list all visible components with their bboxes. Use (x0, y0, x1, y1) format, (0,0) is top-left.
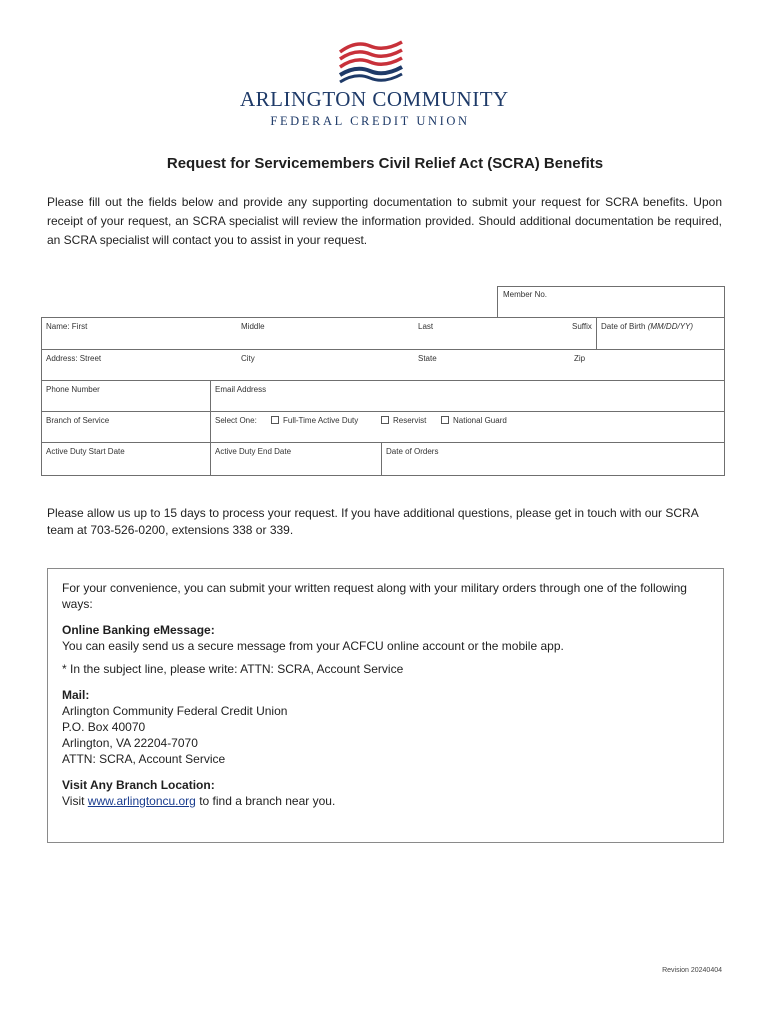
street-label: Address: Street (46, 354, 102, 363)
page-title: Request for Servicemembers Civil Relief Act (SCRA) Benefits (166, 155, 604, 172)
branch-field (41, 411, 211, 443)
mail-line: Arlington Community Federal Credit Union (62, 704, 288, 718)
active-duty-start-label: Active Duty Start Date (46, 447, 125, 456)
national-guard-option[interactable]: National Guard (441, 416, 507, 426)
date-of-birth-label: Date of Birth (MM/DD/YY) (601, 322, 694, 331)
credit-union-logo (240, 38, 509, 133)
address-field[interactable] (41, 349, 725, 381)
active-duty-end-label: Active Duty End Date (215, 447, 292, 456)
online-banking-text: You can easily send us a secure message from your ACFCU online account or the mobile app. (62, 639, 564, 653)
state-label: State (418, 354, 437, 363)
mail-line: Arlington, VA 22204-7070 (62, 736, 198, 750)
email-field[interactable] (210, 380, 725, 412)
date-of-birth-field[interactable] (596, 317, 725, 350)
date-of-orders-label: Date of Orders (386, 447, 439, 456)
phone-field[interactable] (41, 380, 211, 412)
active-duty-start-field[interactable] (41, 442, 211, 476)
mail-line: ATTN: SCRA, Account Service (62, 752, 226, 766)
branch-text: Visit www.arlingtoncu.org to find a branch near you. (62, 794, 336, 808)
full-time-active-duty-option[interactable]: Full-Time Active Duty (271, 416, 358, 426)
mail-heading: Mail: (62, 688, 90, 702)
processing-note: Please allow us up to 15 days to process your request. If you have additional questions, please get in touch with our SCRA team at 703-526-0200, extensions 338 or 339. (47, 506, 699, 537)
scra-request-form (41, 286, 725, 476)
reservist-option[interactable]: Reservist (381, 416, 426, 426)
revision-label: Revision 20240404 (662, 967, 722, 974)
select-one-label: Select One: (215, 416, 257, 425)
intro-paragraph: Please fill out the fields below and provide any supporting documentation to submit your request for SCRA benefits. Upon receipt of your request, an SCRA specialist will review the information provided. Should additional documentation be required, an SCRA specialist will contact you to assist in your request. (47, 195, 722, 247)
middle-name-label: Middle (241, 322, 265, 331)
flag-wave-icon (336, 38, 406, 84)
branch-label: Branch of Service (46, 416, 110, 425)
online-banking-subject: * In the subject line, please write: ATTN: SCRA, Account Service (62, 662, 404, 676)
name-field[interactable] (41, 317, 597, 350)
suffix-label: Suffix (572, 322, 592, 331)
mail-line: P.O. Box 40070 (62, 720, 146, 734)
branch-heading: Visit Any Branch Location: (62, 778, 215, 792)
branch-select-field (210, 411, 725, 443)
first-name-label: Name: First (46, 322, 88, 331)
phone-label: Phone Number (46, 385, 100, 394)
info-intro: For your convenience, you can submit your written request along with your military orders through one of the following ways: (62, 581, 687, 611)
submission-info-box (47, 568, 724, 843)
email-label: Email Address (215, 385, 267, 394)
city-label: City (241, 354, 255, 363)
checkbox-icon[interactable] (381, 416, 389, 424)
checkbox-icon[interactable] (441, 416, 449, 424)
zip-label: Zip (574, 354, 586, 363)
active-duty-end-field[interactable] (210, 442, 382, 476)
logo-name: ARLINGTON COMMUNITY (240, 87, 509, 111)
member-no-field[interactable] (497, 286, 725, 318)
logo-subname: FEDERAL CREDIT UNION (270, 114, 470, 128)
date-of-orders-field[interactable] (381, 442, 725, 476)
member-no-label: Member No. (503, 290, 548, 299)
online-banking-heading: Online Banking eMessage: (62, 623, 215, 637)
checkbox-icon[interactable] (271, 416, 279, 424)
website-link[interactable]: www.arlingtoncu.org (87, 794, 196, 808)
last-name-label: Last (418, 322, 434, 331)
